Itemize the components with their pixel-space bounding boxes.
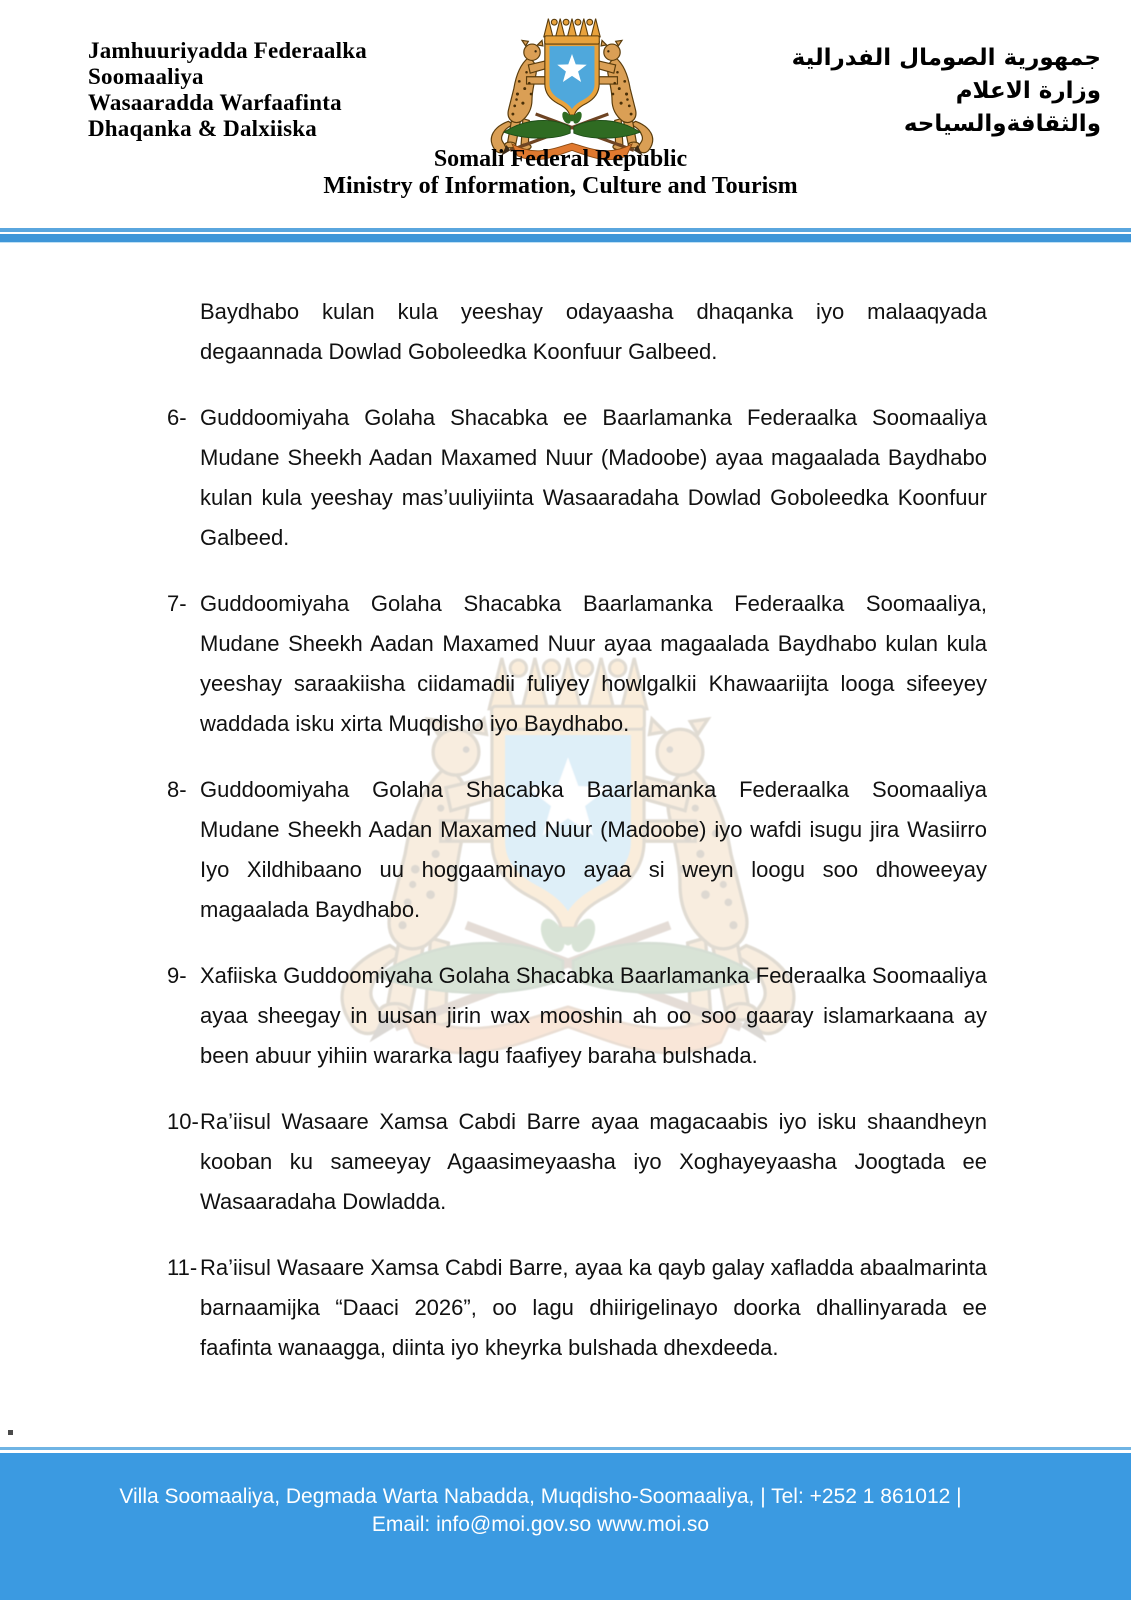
body-paragraph [167, 1248, 987, 1368]
paragraph-number: 8- [167, 777, 187, 802]
paragraph-number: 6- [167, 405, 187, 430]
header-divider-bar [0, 227, 1131, 243]
body-paragraph [167, 292, 987, 372]
paragraph-number: 7- [167, 591, 187, 616]
paragraph-text: Guddoomiyaha Golaha Shacabka Baarlamanka Federaalka Soomaaliya Mudane Sheekh Aadan Maxamed Nuur (Madoobe) iyo wafdi isugu jira Wasiirro Iyo Xildhibaano uu hoggaaminayo ayaa si weyn loogu soo dhoweeyay magaalada Baydhabo. [200, 777, 987, 922]
body-paragraph [167, 398, 987, 558]
footer-bar [0, 1447, 1131, 1600]
body-paragraph [167, 1102, 987, 1222]
header-arabic-line: والثقافةوالسياحه [903, 111, 1101, 137]
header-arabic-line: وزارة الاعلام [955, 78, 1101, 104]
paragraph-text: Guddoomiyaha Golaha Shacabka ee Baarlamanka Federaalka Soomaaliya Mudane Sheekh Aadan Maxamed Nuur (Madoobe) ayaa magaalada Baydhabo kulan kula yeeshay mas’uuliyiinta Wasaaradaha Dowlad Goboleedka Koonfuur Galbeed. [200, 405, 987, 550]
paragraph-number: 9- [167, 963, 187, 988]
document-body [167, 292, 987, 1394]
header-left-line: Wasaaradda Warfaafinta [88, 90, 342, 115]
header-left-line: Jamhuuriyadda Federaalka [88, 38, 367, 63]
footer-email-line: Email: info@moi.gov.so www.moi.so [371, 1513, 710, 1536]
header-titles [0, 146, 1121, 200]
paragraph-text: Baydhabo kulan kula yeeshay odayaasha dhaqanka iyo malaaqyada degaannada Dowlad Goboleedka Koonfuur Galbeed. [200, 299, 987, 364]
paragraph-text: Ra’iisul Wasaare Xamsa Cabdi Barre, ayaa ka qayb galay xafladda abaalmarinta barnaamijka “Daaci 2026”, oo lagu dhiirigelinayo doorka dhallinyarada ee faafinta wanaagga, diinta iyo kheyrka bulshada dhexdeeda. [200, 1255, 987, 1360]
republic-title: Somali Federal Republic [433, 146, 688, 172]
body-paragraph [167, 956, 987, 1076]
somalia-coat-of-arms-icon [472, 12, 672, 167]
paragraph-number: 11- [167, 1255, 198, 1280]
ministry-name-somali [88, 38, 367, 142]
ministry-title: Ministry of Information, Culture and Tourism [323, 173, 798, 199]
body-paragraph [167, 584, 987, 744]
ministry-name-arabic [792, 42, 1101, 141]
header-arabic-line: جمهورية الصومال الفدرالية [791, 45, 1101, 71]
body-paragraph [167, 770, 987, 930]
header-left-line: Soomaaliya [88, 64, 204, 89]
paragraph-number: 10- [167, 1109, 199, 1134]
footer-contact [0, 1483, 1081, 1539]
paragraph-text: Ra’iisul Wasaare Xamsa Cabdi Barre ayaa magacaabis iyo isku shaandheyn kooban ku sameeyay Agaasimeyaasha iyo Xoghayeyaasha Joogtada ee Wasaaradaha Dowladda. [200, 1109, 987, 1214]
header-left-line: Dhaqanka & Dalxiiska [88, 116, 317, 141]
paragraph-text: Xafiiska Guddoomiyaha Golaha Shacabka Baarlamanka Federaalka Soomaaliya ayaa sheegay in uusan jirin wax mooshin ah oo soo gaaray islamarkaana ay been abuur yihiin wararka lagu faafiyey baraha bulshada. [200, 963, 987, 1068]
footer-address-line: Villa Soomaaliya, Degmada Warta Nabadda, Muqdisho-Soomaaliya, | Tel: +252 1 861012 | [119, 1485, 962, 1508]
paragraph-number [167, 292, 200, 372]
stray-dot [8, 1430, 13, 1435]
paragraph-text: Guddoomiyaha Golaha Shacabka Baarlamanka Federaalka Soomaaliya, Mudane Sheekh Aadan Maxamed Nuur ayaa magaalada Baydhabo kulan kula yeeshay saraakiisha ciidamadii fuliyey howlgalkii Khawaariijta looga sifeeyey waddada isku xirta Muqdisho iyo Baydhabo. [200, 591, 987, 736]
